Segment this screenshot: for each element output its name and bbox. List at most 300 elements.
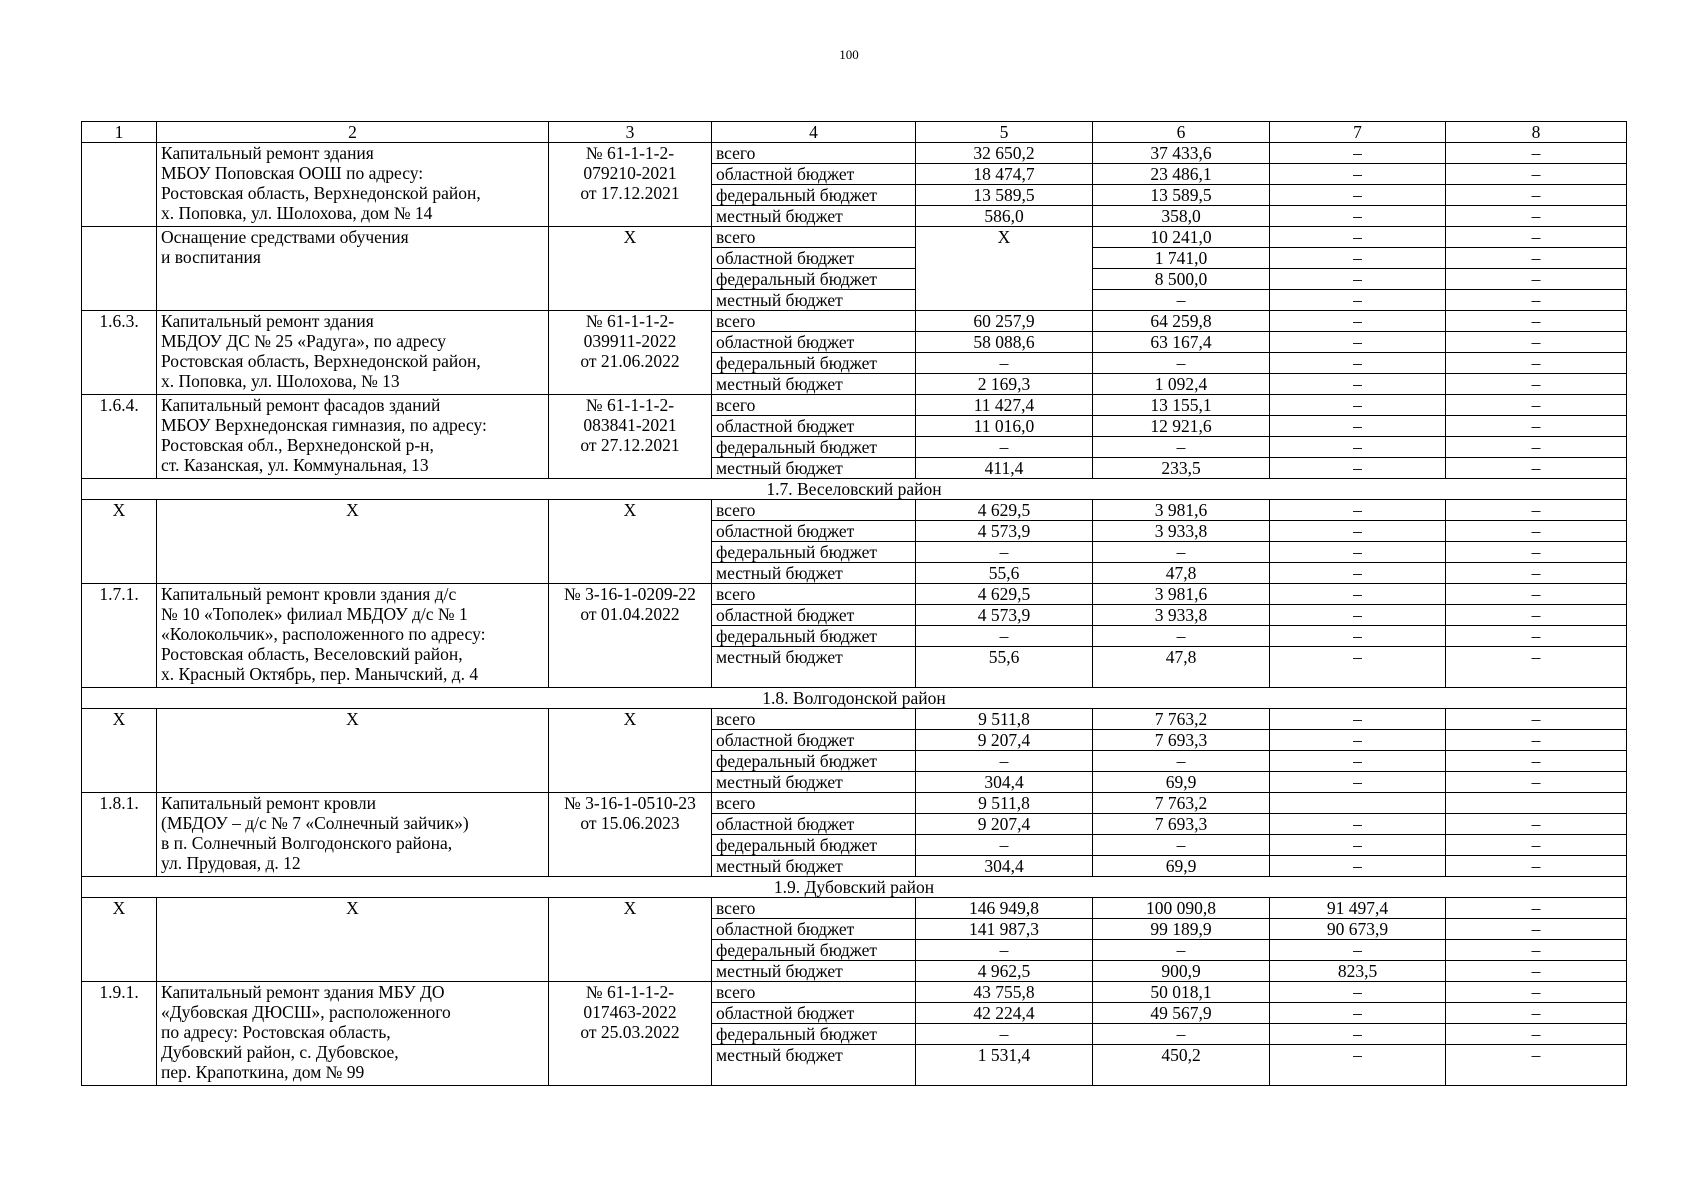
value-col-6: 450,2 bbox=[1093, 1045, 1270, 1086]
value-col-6: 7 763,2 bbox=[1093, 793, 1270, 814]
value-col-5: – bbox=[916, 751, 1093, 772]
value-col-6: 900,9 bbox=[1093, 961, 1270, 982]
value-col-8: – bbox=[1446, 332, 1627, 353]
item-name bbox=[157, 311, 549, 395]
value-col-7: – bbox=[1270, 437, 1446, 458]
text-line: № 61-1-1-2- bbox=[585, 395, 675, 415]
value-col-8: – bbox=[1446, 395, 1627, 416]
funding-source-label: федеральный бюджет bbox=[712, 626, 916, 647]
text-line: Ростовская область, Верхнедонской район, bbox=[161, 183, 481, 203]
value-col-5: 55,6 bbox=[916, 563, 1093, 584]
page-number: 100 bbox=[839, 47, 859, 62]
text-line: Дубовский район, с. Дубовское, bbox=[161, 1042, 399, 1062]
funding-source-label: всего bbox=[712, 143, 916, 164]
text-line: № 3-16-1-0209-22 bbox=[564, 584, 696, 604]
text-line: и воспитания bbox=[161, 247, 261, 267]
funding-source-label: местный бюджет bbox=[712, 961, 916, 982]
text-line: X bbox=[346, 709, 359, 729]
value-col-5: X bbox=[916, 227, 1093, 311]
value-col-8: – bbox=[1446, 730, 1627, 751]
value-col-8 bbox=[1446, 793, 1627, 814]
text-line: 079210-2021 bbox=[583, 163, 677, 183]
text-line: от 17.12.2021 bbox=[580, 183, 680, 203]
value-col-7: – bbox=[1270, 605, 1446, 626]
text-line: Ростовская область, Веселовский район, bbox=[161, 644, 463, 664]
value-col-8: – bbox=[1446, 961, 1627, 982]
funding-source-label: областной бюджет bbox=[712, 521, 916, 542]
finance-row bbox=[82, 982, 1627, 1003]
value-col-6: 3 981,6 bbox=[1093, 500, 1270, 521]
text-line: № 61-1-1-2- bbox=[585, 982, 675, 1002]
document-reference bbox=[549, 982, 712, 1086]
value-col-8: – bbox=[1446, 227, 1627, 248]
value-col-5: 586,0 bbox=[916, 206, 1093, 227]
document-reference bbox=[549, 793, 712, 877]
value-col-6: – bbox=[1093, 290, 1270, 311]
value-col-6: 37 433,6 bbox=[1093, 143, 1270, 164]
value-col-5: 4 573,9 bbox=[916, 521, 1093, 542]
item-name bbox=[157, 898, 549, 982]
value-col-7: – bbox=[1270, 982, 1446, 1003]
text-line: X bbox=[623, 500, 637, 520]
value-col-8: – bbox=[1446, 940, 1627, 961]
value-col-8: – bbox=[1446, 919, 1627, 940]
value-col-7: – bbox=[1270, 1045, 1446, 1086]
value-col-5: 42 224,4 bbox=[916, 1003, 1093, 1024]
finance-row bbox=[82, 709, 1627, 730]
value-col-6: 100 090,8 bbox=[1093, 898, 1270, 919]
value-col-8: – bbox=[1446, 1003, 1627, 1024]
text-line: (МБДОУ – д/с № 7 «Солнечный зайчик») bbox=[161, 813, 469, 833]
value-col-8: – bbox=[1446, 206, 1627, 227]
value-col-8: – bbox=[1446, 374, 1627, 395]
text-line: X bbox=[623, 898, 637, 918]
value-col-6: 99 189,9 bbox=[1093, 919, 1270, 940]
section-title: 1.9. Дубовский район bbox=[82, 877, 1627, 898]
value-col-5: 11 016,0 bbox=[916, 416, 1093, 437]
value-col-5: 2 169,3 bbox=[916, 374, 1093, 395]
item-number: 1.6.3. bbox=[82, 311, 157, 395]
value-col-5: – bbox=[916, 1024, 1093, 1045]
value-col-7: – bbox=[1270, 374, 1446, 395]
value-col-7: – bbox=[1270, 940, 1446, 961]
header-row bbox=[82, 122, 1627, 143]
value-col-5: 58 088,6 bbox=[916, 332, 1093, 353]
value-col-7: – bbox=[1270, 730, 1446, 751]
item-number: X bbox=[82, 500, 157, 584]
value-col-6: 1 741,0 bbox=[1093, 248, 1270, 269]
value-col-6: 23 486,1 bbox=[1093, 164, 1270, 185]
value-col-7: – bbox=[1270, 1024, 1446, 1045]
value-col-6: 13 589,5 bbox=[1093, 185, 1270, 206]
value-col-8: – bbox=[1446, 521, 1627, 542]
funding-source-label: местный бюджет bbox=[712, 206, 916, 227]
text-line: от 21.06.2022 bbox=[580, 351, 680, 371]
value-col-6: 64 259,8 bbox=[1093, 311, 1270, 332]
value-col-8: – bbox=[1446, 898, 1627, 919]
value-col-5: 304,4 bbox=[916, 772, 1093, 793]
text-line: № 3-16-1-0510-23 bbox=[564, 793, 696, 813]
funding-source-label: местный бюджет bbox=[712, 856, 916, 877]
funding-source-label: всего bbox=[712, 395, 916, 416]
value-col-5: 411,4 bbox=[916, 458, 1093, 479]
value-col-8: – bbox=[1446, 751, 1627, 772]
item-number: 1.9.1. bbox=[82, 982, 157, 1086]
value-col-5: 4 962,5 bbox=[916, 961, 1093, 982]
text-line: МБОУ Поповская ООШ по адресу: bbox=[161, 163, 424, 183]
value-col-7: – bbox=[1270, 584, 1446, 605]
value-col-5: 4 629,5 bbox=[916, 500, 1093, 521]
column-header-1: 1 bbox=[82, 122, 157, 143]
text-line: от 01.04.2022 bbox=[580, 604, 680, 624]
value-col-8: – bbox=[1446, 709, 1627, 730]
value-col-7: – bbox=[1270, 1003, 1446, 1024]
section-row bbox=[82, 688, 1627, 709]
value-col-8: – bbox=[1446, 311, 1627, 332]
value-col-5: 9 511,8 bbox=[916, 709, 1093, 730]
value-col-5: 4 573,9 bbox=[916, 605, 1093, 626]
document-reference bbox=[549, 584, 712, 688]
funding-source-label: федеральный бюджет bbox=[712, 835, 916, 856]
text-line: х. Поповка, ул. Шолохова, № 13 bbox=[161, 371, 400, 391]
item-number bbox=[82, 227, 157, 311]
value-col-7: 90 673,9 bbox=[1270, 919, 1446, 940]
section-row bbox=[82, 479, 1627, 500]
text-line: 017463-2022 bbox=[583, 1002, 677, 1022]
value-col-7: – bbox=[1270, 542, 1446, 563]
value-col-7: – bbox=[1270, 332, 1446, 353]
value-col-8: – bbox=[1446, 563, 1627, 584]
item-name bbox=[157, 709, 549, 793]
text-line: от 25.03.2022 bbox=[580, 1022, 680, 1042]
item-number: 1.8.1. bbox=[82, 793, 157, 877]
value-col-5: 13 589,5 bbox=[916, 185, 1093, 206]
value-col-7: – bbox=[1270, 143, 1446, 164]
value-col-7: – bbox=[1270, 185, 1446, 206]
value-col-5: 18 474,7 bbox=[916, 164, 1093, 185]
finance-row bbox=[82, 584, 1627, 605]
value-col-8: – bbox=[1446, 185, 1627, 206]
funding-source-label: всего bbox=[712, 982, 916, 1003]
value-col-8: – bbox=[1446, 772, 1627, 793]
value-col-8: – bbox=[1446, 290, 1627, 311]
value-col-7: – bbox=[1270, 164, 1446, 185]
text-line: X bbox=[623, 709, 637, 729]
value-col-7: – bbox=[1270, 626, 1446, 647]
value-col-7: – bbox=[1270, 269, 1446, 290]
funding-source-label: областной бюджет bbox=[712, 248, 916, 269]
value-col-7 bbox=[1270, 793, 1446, 814]
text-line: от 27.12.2021 bbox=[580, 435, 680, 455]
value-col-8: – bbox=[1446, 458, 1627, 479]
value-col-5: – bbox=[916, 626, 1093, 647]
value-col-6: – bbox=[1093, 751, 1270, 772]
value-col-8: – bbox=[1446, 1045, 1627, 1086]
item-number: X bbox=[82, 709, 157, 793]
value-col-6: – bbox=[1093, 626, 1270, 647]
value-col-7: – bbox=[1270, 206, 1446, 227]
funding-source-label: областной бюджет bbox=[712, 416, 916, 437]
funding-source-label: областной бюджет bbox=[712, 730, 916, 751]
value-col-6: 3 981,6 bbox=[1093, 584, 1270, 605]
value-col-8: – bbox=[1446, 542, 1627, 563]
funding-source-label: федеральный бюджет bbox=[712, 269, 916, 290]
value-col-6: 8 500,0 bbox=[1093, 269, 1270, 290]
value-col-8: – bbox=[1446, 416, 1627, 437]
value-col-5: 141 987,3 bbox=[916, 919, 1093, 940]
funding-source-label: местный бюджет bbox=[712, 647, 916, 688]
funding-source-label: всего bbox=[712, 793, 916, 814]
column-header-7: 7 bbox=[1270, 122, 1446, 143]
text-line: Капитальный ремонт здания bbox=[161, 311, 374, 331]
item-number: X bbox=[82, 898, 157, 982]
value-col-7: – bbox=[1270, 227, 1446, 248]
text-line: х. Красный Октябрь, пер. Манычский, д. 4 bbox=[161, 664, 479, 684]
value-col-5: 43 755,8 bbox=[916, 982, 1093, 1003]
finance-row bbox=[82, 793, 1627, 814]
text-line: МБДОУ ДС № 25 «Радуга», по адресу bbox=[161, 331, 446, 351]
funding-source-label: местный бюджет bbox=[712, 458, 916, 479]
text-line: X bbox=[346, 500, 359, 520]
funding-source-label: областной бюджет bbox=[712, 332, 916, 353]
value-col-5: 60 257,9 bbox=[916, 311, 1093, 332]
text-line: 083841-2021 bbox=[583, 415, 677, 435]
value-col-6: – bbox=[1093, 353, 1270, 374]
funding-source-label: всего bbox=[712, 311, 916, 332]
funding-source-label: всего bbox=[712, 227, 916, 248]
text-line: Капитальный ремонт фасадов зданий bbox=[161, 395, 441, 415]
value-col-6: 50 018,1 bbox=[1093, 982, 1270, 1003]
document-reference bbox=[549, 395, 712, 479]
funding-source-label: областной бюджет bbox=[712, 605, 916, 626]
funding-source-label: местный бюджет bbox=[712, 772, 916, 793]
value-col-7: – bbox=[1270, 395, 1446, 416]
funding-source-label: местный бюджет bbox=[712, 374, 916, 395]
document-reference bbox=[549, 227, 712, 311]
value-col-5: 9 207,4 bbox=[916, 814, 1093, 835]
funding-source-label: федеральный бюджет bbox=[712, 185, 916, 206]
funding-source-label: всего bbox=[712, 709, 916, 730]
text-line: X bbox=[346, 898, 359, 918]
value-col-6: 7 693,3 bbox=[1093, 730, 1270, 751]
value-col-7: – bbox=[1270, 353, 1446, 374]
section-title: 1.7. Веселовский район bbox=[82, 479, 1627, 500]
column-header-3: 3 bbox=[549, 122, 712, 143]
funding-source-label: всего bbox=[712, 500, 916, 521]
text-line: ул. Прудовая, д. 12 bbox=[161, 853, 301, 873]
text-line: Ростовская обл., Верхнедонской р-н, bbox=[161, 435, 434, 455]
funding-source-label: всего bbox=[712, 584, 916, 605]
text-line: № 61-1-1-2- bbox=[585, 311, 675, 331]
value-col-6: 49 567,9 bbox=[1093, 1003, 1270, 1024]
value-col-6: 1 092,4 bbox=[1093, 374, 1270, 395]
document-reference bbox=[549, 143, 712, 227]
value-col-6: 63 167,4 bbox=[1093, 332, 1270, 353]
value-col-8: – bbox=[1446, 626, 1627, 647]
value-col-8: – bbox=[1446, 248, 1627, 269]
value-col-6: 69,9 bbox=[1093, 856, 1270, 877]
finance-row bbox=[82, 395, 1627, 416]
value-col-7: – bbox=[1270, 521, 1446, 542]
section-title: 1.8. Волгодонской район bbox=[82, 688, 1627, 709]
finance-row bbox=[82, 311, 1627, 332]
value-col-6: 3 933,8 bbox=[1093, 605, 1270, 626]
value-col-7: – bbox=[1270, 751, 1446, 772]
item-name bbox=[157, 395, 549, 479]
item-name bbox=[157, 500, 549, 584]
text-line: х. Поповка, ул. Шолохова, дом № 14 bbox=[161, 203, 433, 223]
text-line: Капитальный ремонт кровли здания д/с bbox=[161, 584, 457, 604]
value-col-5: – bbox=[916, 353, 1093, 374]
item-name bbox=[157, 793, 549, 877]
funding-source-label: федеральный бюджет bbox=[712, 940, 916, 961]
text-line: пер. Крапоткина, дом № 99 bbox=[161, 1062, 365, 1082]
text-line: № 61-1-1-2- bbox=[585, 143, 675, 163]
text-line: № 10 «Тополек» филиал МБДОУ д/с № 1 bbox=[161, 604, 468, 624]
value-col-6: – bbox=[1093, 542, 1270, 563]
funding-source-label: областной бюджет bbox=[712, 164, 916, 185]
text-line: Капитальный ремонт кровли bbox=[161, 793, 376, 813]
value-col-8: – bbox=[1446, 437, 1627, 458]
budget-table bbox=[81, 121, 1627, 1086]
value-col-8: – bbox=[1446, 353, 1627, 374]
column-header-8: 8 bbox=[1446, 122, 1627, 143]
text-line: от 15.06.2023 bbox=[580, 813, 680, 833]
value-col-7: – bbox=[1270, 290, 1446, 311]
funding-source-label: областной бюджет bbox=[712, 1003, 916, 1024]
column-header-6: 6 bbox=[1093, 122, 1270, 143]
text-line: по адресу: Ростовская область, bbox=[161, 1022, 391, 1042]
value-col-7: – bbox=[1270, 458, 1446, 479]
item-number: 1.6.4. bbox=[82, 395, 157, 479]
value-col-5: 55,6 bbox=[916, 647, 1093, 688]
value-col-5: – bbox=[916, 835, 1093, 856]
document-reference bbox=[549, 709, 712, 793]
text-line: 039911-2022 bbox=[583, 331, 677, 351]
value-col-5: 304,4 bbox=[916, 856, 1093, 877]
funding-source-label: федеральный бюджет bbox=[712, 751, 916, 772]
value-col-6: – bbox=[1093, 1024, 1270, 1045]
column-header-5: 5 bbox=[916, 122, 1093, 143]
value-col-6: 7 693,3 bbox=[1093, 814, 1270, 835]
value-col-6: 233,5 bbox=[1093, 458, 1270, 479]
value-col-8: – bbox=[1446, 1024, 1627, 1045]
value-col-6: 47,8 bbox=[1093, 647, 1270, 688]
document-reference bbox=[549, 500, 712, 584]
value-col-7: – bbox=[1270, 500, 1446, 521]
column-header-4: 4 bbox=[712, 122, 916, 143]
text-line: «Дубовская ДЮСШ», расположенного bbox=[161, 1002, 451, 1022]
value-col-8: – bbox=[1446, 500, 1627, 521]
value-col-5: 4 629,5 bbox=[916, 584, 1093, 605]
document-reference bbox=[549, 311, 712, 395]
text-line: МБОУ Верхнедонская гимназия, по адресу: bbox=[161, 415, 487, 435]
value-col-8: – bbox=[1446, 269, 1627, 290]
funding-source-label: местный бюджет bbox=[712, 290, 916, 311]
text-line: Капитальный ремонт здания МБУ ДО bbox=[161, 982, 445, 1002]
finance-row bbox=[82, 227, 1627, 248]
text-line: X bbox=[623, 227, 637, 247]
value-col-6: 358,0 bbox=[1093, 206, 1270, 227]
finance-row bbox=[82, 500, 1627, 521]
finance-row bbox=[82, 143, 1627, 164]
value-col-7: – bbox=[1270, 647, 1446, 688]
finance-row bbox=[82, 898, 1627, 919]
funding-source-label: областной бюджет bbox=[712, 919, 916, 940]
value-col-6: 13 155,1 bbox=[1093, 395, 1270, 416]
text-line: в п. Солнечный Волгодонского района, bbox=[161, 833, 453, 853]
section-row bbox=[82, 877, 1627, 898]
value-col-5: 146 949,8 bbox=[916, 898, 1093, 919]
text-line: Оснащение средствами обучения bbox=[161, 227, 409, 247]
value-col-5: 1 531,4 bbox=[916, 1045, 1093, 1086]
value-col-8: – bbox=[1446, 584, 1627, 605]
value-col-5: – bbox=[916, 542, 1093, 563]
value-col-7: – bbox=[1270, 856, 1446, 877]
item-number: 1.7.1. bbox=[82, 584, 157, 688]
value-col-7: – bbox=[1270, 835, 1446, 856]
value-col-5: – bbox=[916, 437, 1093, 458]
value-col-5: 9 511,8 bbox=[916, 793, 1093, 814]
value-col-5: 11 427,4 bbox=[916, 395, 1093, 416]
value-col-5: 9 207,4 bbox=[916, 730, 1093, 751]
value-col-6: 12 921,6 bbox=[1093, 416, 1270, 437]
funding-source-label: федеральный бюджет bbox=[712, 437, 916, 458]
value-col-7: – bbox=[1270, 814, 1446, 835]
value-col-7: – bbox=[1270, 248, 1446, 269]
value-col-7: 823,5 bbox=[1270, 961, 1446, 982]
value-col-8: – bbox=[1446, 814, 1627, 835]
value-col-7: – bbox=[1270, 563, 1446, 584]
funding-source-label: федеральный бюджет bbox=[712, 353, 916, 374]
value-col-6: – bbox=[1093, 835, 1270, 856]
value-col-6: 10 241,0 bbox=[1093, 227, 1270, 248]
funding-source-label: местный бюджет bbox=[712, 563, 916, 584]
value-col-8: – bbox=[1446, 605, 1627, 626]
value-col-6: 7 763,2 bbox=[1093, 709, 1270, 730]
value-col-7: – bbox=[1270, 772, 1446, 793]
value-col-7: – bbox=[1270, 416, 1446, 437]
funding-source-label: всего bbox=[712, 898, 916, 919]
value-col-7: 91 497,4 bbox=[1270, 898, 1446, 919]
document-reference bbox=[549, 898, 712, 982]
value-col-6: – bbox=[1093, 940, 1270, 961]
value-col-6: – bbox=[1093, 437, 1270, 458]
item-number bbox=[82, 143, 157, 227]
text-line: Ростовская область, Верхнедонской район, bbox=[161, 351, 481, 371]
value-col-6: 47,8 bbox=[1093, 563, 1270, 584]
text-line: Капитальный ремонт здания bbox=[161, 143, 374, 163]
value-col-7: – bbox=[1270, 709, 1446, 730]
funding-source-label: федеральный бюджет bbox=[712, 1024, 916, 1045]
value-col-8: – bbox=[1446, 143, 1627, 164]
item-name bbox=[157, 143, 549, 227]
value-col-8: – bbox=[1446, 647, 1627, 688]
value-col-7: – bbox=[1270, 311, 1446, 332]
funding-source-label: федеральный бюджет bbox=[712, 542, 916, 563]
item-name bbox=[157, 982, 549, 1086]
text-line: «Колокольчик», расположенного по адресу: bbox=[161, 624, 486, 644]
value-col-8: – bbox=[1446, 982, 1627, 1003]
value-col-5: 32 650,2 bbox=[916, 143, 1093, 164]
funding-source-label: местный бюджет bbox=[712, 1045, 916, 1086]
value-col-6: 3 933,8 bbox=[1093, 521, 1270, 542]
value-col-6: 69,9 bbox=[1093, 772, 1270, 793]
value-col-8: – bbox=[1446, 856, 1627, 877]
value-col-8: – bbox=[1446, 164, 1627, 185]
item-name bbox=[157, 584, 549, 688]
item-name bbox=[157, 227, 549, 311]
